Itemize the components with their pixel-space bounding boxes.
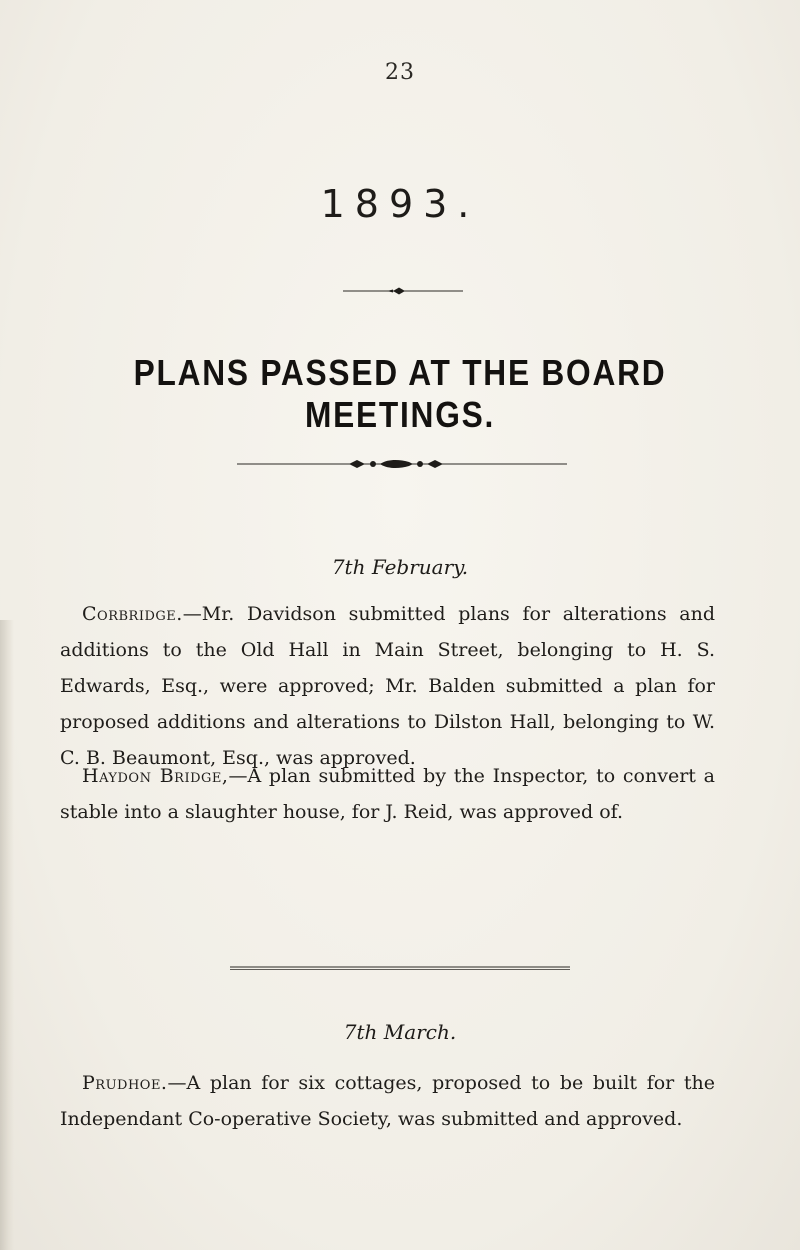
section-divider-rule [230,965,570,971]
small-ornament-divider [343,286,463,296]
large-ornament-divider [237,457,567,471]
page-title: PLANS PASSED AT THE BOARD MEETINGS. [133,352,667,435]
entry-place-haydon-bridge: Haydon Bridge, [82,765,229,787]
year-heading: 1893. [320,182,480,226]
entry-place-corbridge: Corbridge. [82,603,183,625]
entry-paragraph-haydon-bridge [60,758,715,830]
entry-text-haydon-bridge: —A plan submitted by the Inspector, to convert a stable into a slaughter house, for J. Reid, was approved of. [60,765,715,823]
entry-text-prudhoe: —A plan for six cottages, proposed to be built for the Independant Co-operative Society, was submitted and approved. [60,1072,715,1130]
page-edge-shadow [0,620,14,1250]
section-date-february: 7th February. [331,555,469,579]
page-number: 23 [385,60,415,85]
entry-place-prudhoe: Prudhoe. [82,1072,168,1094]
entry-paragraph-corbridge [60,596,715,776]
entry-paragraph-prudhoe [60,1065,715,1137]
entry-text-corbridge: —Mr. Davidson submitted plans for alterations and additions to the Old Hall in Main Street, belonging to H. S. Edwards, Esq., were approved; Mr. Balden submitted a plan for proposed additions and alterations to Dilston Hall, belonging to W. C. B. Beaumont, Esq., was approved. [60,603,715,769]
section-date-march: 7th March. [343,1020,457,1044]
